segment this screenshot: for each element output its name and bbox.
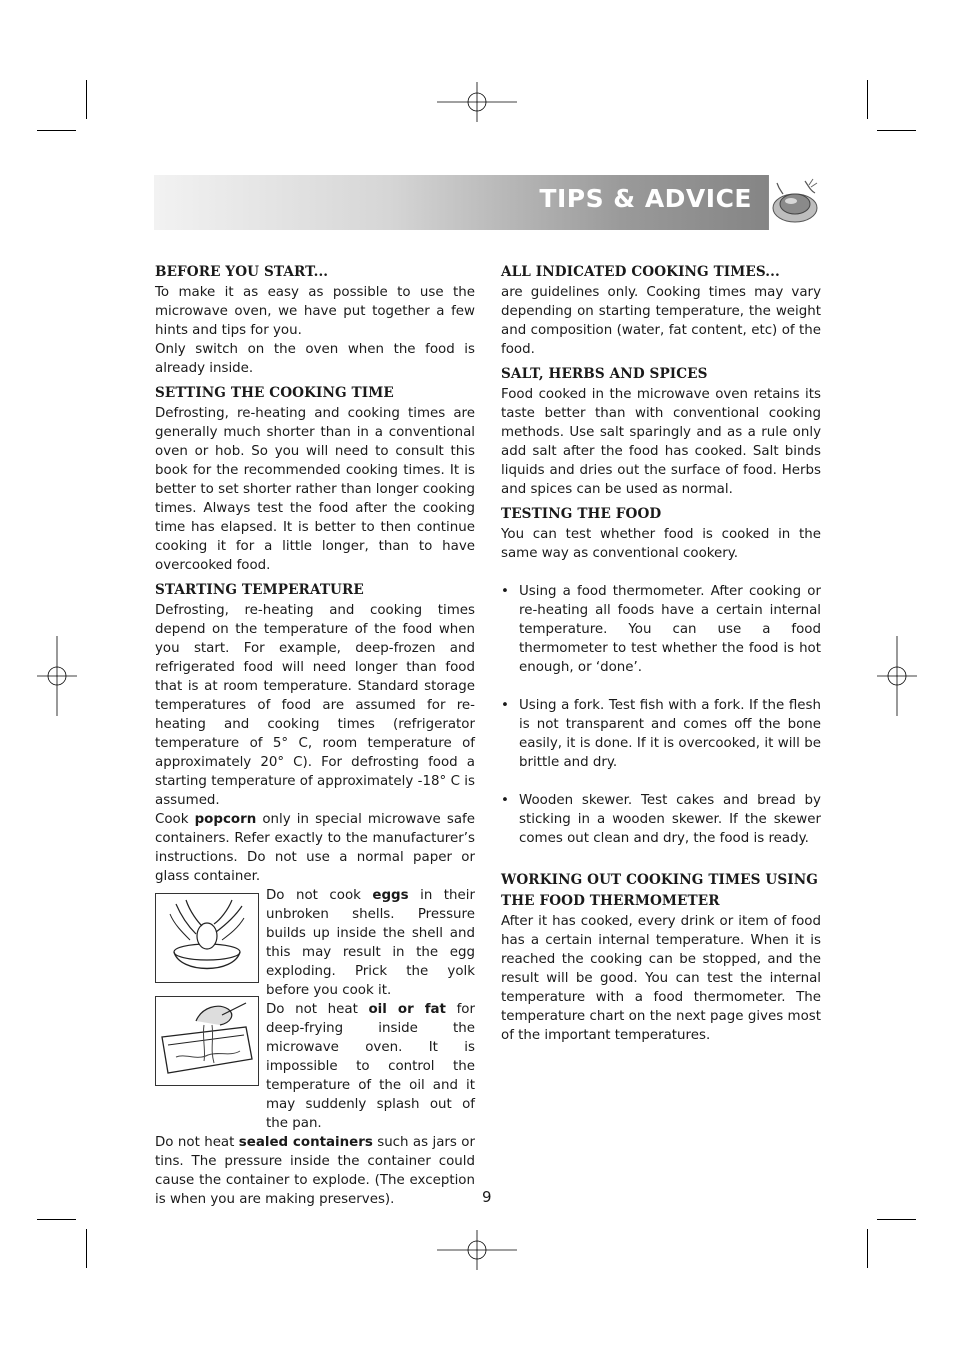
crop-mark	[86, 1229, 87, 1268]
bold-term: popcorn	[194, 812, 257, 827]
paragraph: To make it as easy as possible to use the microwave oven, we have put together a few hints and tips for you.	[155, 285, 475, 338]
crop-mark	[867, 1229, 868, 1268]
bold-term: eggs	[372, 888, 409, 903]
section-heading: ALL INDICATED COOKING TIMES...	[501, 264, 780, 280]
registration-mark-icon	[877, 636, 917, 716]
paragraph: After it has cooked, every drink or item of food has a certain internal temperature. When it is reached the cooking can be stopped, and the result will be good. You can test the internal temperature with a food thermometer. The temperature chart on the next page gives most of the important temperatures.	[501, 914, 821, 1043]
crop-mark	[867, 80, 868, 119]
bullet-symbol: •	[501, 584, 509, 599]
text-run: for deep-frying inside the microwave oven. It is impossible to control the temperature of the oil and it may suddenly splash out of the pan.	[266, 1002, 475, 1131]
paragraph: Defrosting, re-heating and cooking times depend on the temperature of the food when you start. For example, deep-frozen and refrigerated food will need longer than food that is at room temperature. Standard storage temperatures of food are assumed for re-heating and cooking times (refrigerator temperature of 5° C, room temperature of approximately 20° C). For defrosting food a starting temperature of approximately -18° C is assumed.	[155, 603, 475, 808]
bullet-symbol: •	[501, 793, 509, 808]
registration-mark-icon	[437, 1230, 517, 1270]
section-heading: STARTING TEMPERATURE	[155, 582, 364, 598]
bullet-symbol: •	[501, 698, 509, 713]
oil-paragraph	[266, 1000, 475, 1133]
oil-pan-icon	[155, 996, 259, 1086]
list-item-text: Using a fork. Test fish with a fork. If the flesh is not transparent and comes off the bone easily, it is done. If it is overcooked, it will be brittle and dry.	[519, 698, 821, 770]
paragraph: are guidelines only. Cooking times may vary depending on starting temperature, the weight and composition (water, fat content, etc) of the food.	[501, 285, 821, 357]
section-heading: TESTING THE FOOD	[501, 506, 662, 522]
bold-term: oil or fat	[368, 1002, 446, 1017]
registration-mark-icon	[37, 636, 77, 716]
list-item	[501, 696, 821, 772]
section-heading: SETTING THE COOKING TIME	[155, 385, 394, 401]
popcorn-paragraph	[155, 810, 475, 886]
text-run: only in special microwave safe containers. Refer exactly to the manufacturer’s instructions. Do not use a normal paper or glass container.	[155, 812, 475, 884]
section-heading: BEFORE YOU START...	[155, 264, 329, 280]
paragraph: Food cooked in the microwave oven retains its taste better than with conventional cooking methods. Use salt sparingly and as a rule only add salt after the food has cooked. Salt binds liquids and dries out the surface of food. Herbs and spices can be used as normal.	[501, 387, 821, 497]
crop-mark	[37, 130, 76, 131]
bold-term: sealed containers	[238, 1135, 373, 1150]
egg-in-bowl-icon	[155, 893, 259, 983]
crop-mark	[877, 1219, 916, 1220]
paragraph: Only switch on the oven when the food is already inside.	[155, 342, 475, 376]
section-heading: WORKING OUT COOKING TIMES USING THE FOOD THERMOMETER	[501, 872, 818, 909]
text-run: Cook	[155, 812, 195, 827]
left-column	[155, 262, 475, 1209]
text-run: Do not heat	[155, 1135, 239, 1150]
illustration-block	[155, 886, 475, 1133]
crop-mark	[37, 1219, 76, 1220]
list-item	[501, 791, 821, 848]
paragraph: Defrosting, re-heating and cooking times are generally much shorter than in a conventional oven or hob. So you will need to consult this book for the recommended cooking times. It is better to set shorter rather than longer cooking times. Always test the food after the cooking time has elapsed. It is better to then continue cooking it for a little longer, than to have overcooked food.	[155, 406, 475, 573]
paragraph: You can test whether food is cooked in the same way as conventional cookery.	[501, 527, 821, 561]
registration-mark-icon	[437, 82, 517, 122]
list-item-text: Wooden skewer. Test cakes and bread by sticking in a wooden skewer. If the skewer comes out clean and dry, the food is ready.	[519, 793, 821, 846]
text-run: such as jars or tins. The pressure inside the container could cause the container to explode. (The exception is when you are making preserves).	[155, 1135, 475, 1207]
right-column	[501, 262, 821, 1045]
text-run: Do not heat	[266, 1002, 369, 1017]
text-run: Do not cook	[266, 888, 373, 903]
crop-mark	[877, 130, 916, 131]
header-banner	[154, 175, 822, 230]
illustration-column	[155, 886, 266, 1133]
roast-dish-icon	[768, 175, 822, 230]
page-number: 9	[482, 1188, 492, 1206]
eggs-paragraph	[266, 886, 475, 1000]
illustration-text	[266, 886, 475, 1133]
section-heading: SALT, HERBS AND SPICES	[501, 366, 708, 382]
list-item-text: Using a food thermometer. After cooking or re-heating all foods have a certain internal temperature. You can use a food thermometer to test whether the food is hot enough, or ‘done’.	[519, 584, 821, 675]
sealed-paragraph	[155, 1133, 475, 1209]
page-title: TIPS & ADVICE	[539, 184, 752, 213]
crop-mark	[86, 80, 87, 119]
text-run: in their unbroken shells. Pressure builds up inside the shell and this may result in the egg exploding. Prick the yolk before you cook it.	[266, 888, 475, 998]
list-item	[501, 582, 821, 677]
